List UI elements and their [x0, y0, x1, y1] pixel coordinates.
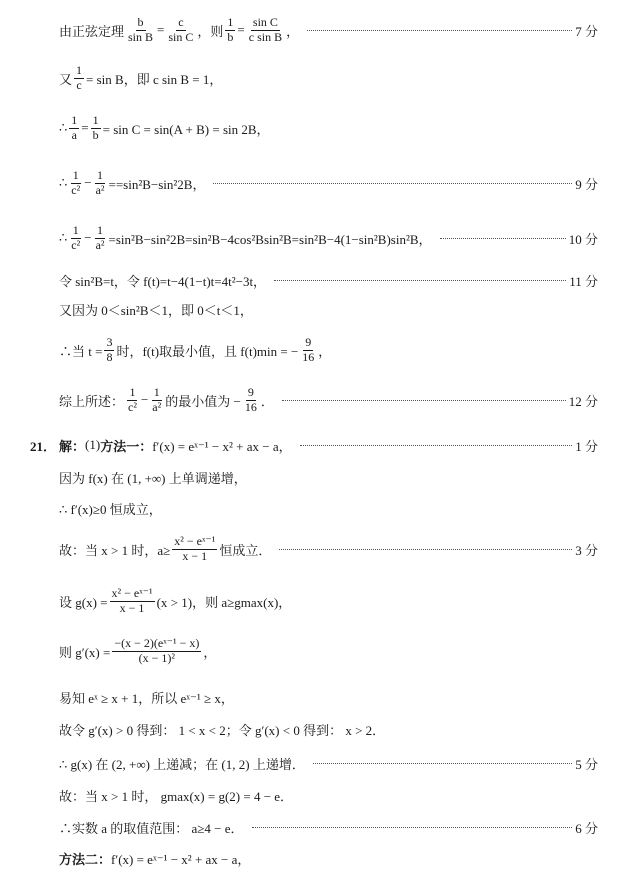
line-prefix: 综上所述：	[59, 393, 125, 409]
solution-line	[0, 386, 627, 414]
line-content	[59, 754, 305, 773]
solution-line	[0, 431, 627, 459]
line-text: 故令 g′(x) > 0 得到： 1 < x < 2；令 g′(x) < 0 得到： x > 2．	[59, 722, 386, 738]
solution-line	[0, 266, 627, 294]
leader-dots	[213, 183, 572, 184]
operator-text: −	[84, 230, 92, 245]
fraction-1-denominator: x − 1	[182, 548, 208, 563]
fraction-2-numerator: 9	[305, 334, 312, 349]
line-content	[59, 535, 271, 564]
line-content	[59, 818, 244, 837]
fraction-3	[243, 386, 259, 415]
solution-line	[0, 781, 627, 809]
solution-line	[0, 637, 627, 665]
fraction-2	[300, 336, 316, 365]
line-content	[59, 468, 247, 487]
fraction-2-numerator: c	[178, 14, 184, 29]
fraction-1-numerator: 1	[129, 384, 136, 399]
score-mark: 5 分	[575, 756, 598, 772]
line-content	[59, 271, 266, 290]
line-text: 令 sin²B=t，令 f(t)=t−4(1−t)t=4t²−3t，	[59, 273, 267, 289]
line-prefix: 由正弦定理	[59, 23, 125, 39]
line-prefix: 故：当 x > 1 时，a≥	[59, 542, 171, 558]
line-content	[59, 169, 205, 198]
fraction-1-numerator: 3	[106, 334, 113, 349]
fraction-1-denominator: c	[76, 77, 82, 92]
fraction-2-numerator: 1	[97, 222, 104, 237]
fraction-1	[110, 587, 155, 616]
fraction-2	[94, 169, 107, 198]
leader-dots	[252, 827, 572, 828]
line-content	[59, 336, 331, 365]
fraction-4-numerator: sin C	[252, 14, 278, 29]
solution-line	[0, 715, 627, 743]
leader-dots	[313, 763, 572, 764]
method-label: 方法一：	[100, 438, 153, 454]
fraction-1-numerator: 1	[76, 62, 83, 77]
operator-text: =	[157, 22, 165, 37]
fraction-1-numerator: −(x − 2)(eˣ⁻¹ − x)	[114, 635, 200, 650]
solution-line	[0, 749, 627, 777]
line-suffix: ．	[260, 393, 274, 409]
line-content	[59, 688, 234, 707]
solution-line	[0, 16, 627, 44]
fraction-3-denominator: 16	[244, 399, 257, 414]
line-suffix: ，	[286, 23, 300, 39]
line-content	[59, 587, 291, 616]
leader-dots	[274, 280, 566, 281]
line-content	[59, 637, 216, 666]
leader-dots	[282, 400, 566, 401]
fraction-2-denominator: a²	[152, 399, 162, 414]
fraction-2-numerator: 1	[153, 384, 160, 399]
fraction-3-numerator: 9	[247, 384, 254, 399]
line-prefix: 又	[59, 71, 73, 87]
line-content	[59, 114, 270, 143]
operator-text: =	[237, 22, 245, 37]
fraction-1-denominator: sin B	[128, 29, 154, 44]
solution-line	[0, 813, 627, 841]
line-text: 又因为 0＜sin²B＜1，即 0＜t＜1，	[59, 302, 253, 318]
solution-line	[0, 535, 627, 563]
fraction-1	[126, 16, 155, 45]
line-content	[59, 849, 250, 868]
line-prefix: 设 g(x) =	[59, 594, 108, 610]
solution-line	[0, 169, 627, 197]
fraction-1-numerator: 1	[72, 167, 79, 182]
fraction-1-denominator: c²	[71, 182, 81, 197]
operator-text: −	[84, 175, 92, 190]
line-content	[59, 300, 253, 319]
solution-line	[0, 114, 627, 142]
fraction-3	[225, 16, 235, 45]
operator-text: 时，f(t)取最小值，且 f(t)min = −	[116, 343, 299, 359]
fraction-2-denominator: a²	[95, 237, 105, 252]
line-prefix: ∴	[59, 175, 68, 190]
line-text: ∴实数 a 的取值范围： a≥4 − e．	[59, 820, 244, 836]
line-suffix: ==sin²B−sin²2B，	[108, 176, 206, 192]
line-content	[59, 720, 385, 739]
fraction-4	[247, 16, 284, 45]
line-suffix: f′(x) = eˣ⁻¹ − x² + ax − a，	[152, 438, 292, 454]
solution-line	[0, 844, 627, 872]
solution-line	[0, 64, 627, 92]
fraction-2-denominator: a²	[95, 182, 105, 197]
score-mark: 9 分	[575, 176, 598, 192]
line-prefix: ∴	[59, 120, 68, 135]
solution-line	[0, 295, 627, 323]
solution-line	[0, 224, 627, 252]
line-content	[59, 499, 162, 518]
fraction-2	[166, 16, 195, 45]
line-text: 故：当 x > 1 时， gmax(x) = g(2) = 4 − e．	[59, 788, 294, 804]
line-suffix: =sin²B−sin²2B=sin²B−4cos²Bsin²B=sin²B−4(1−sin²B)sin²B，	[108, 231, 432, 247]
label-bold: 解：	[59, 438, 86, 454]
solution-line	[0, 494, 627, 522]
fraction-2-numerator: 1	[97, 167, 104, 182]
label-bold: 方法二：	[59, 851, 112, 867]
fraction-4-denominator: c sin B	[248, 29, 283, 44]
line-text: ∴ g(x) 在 (2, +∞) 上递减；在 (1, 2) 上递增．	[59, 756, 305, 772]
solution-line	[0, 463, 627, 491]
solution-line	[0, 587, 627, 615]
line-text: 因为 f(x) 在 (1, +∞) 上单调递增，	[59, 470, 247, 486]
fraction-1	[172, 535, 217, 564]
question-number: 21．	[30, 438, 57, 454]
fraction-2	[94, 224, 107, 253]
score-mark: 11 分	[569, 273, 598, 289]
line-prefix: 则 g′(x) =	[59, 644, 111, 660]
solution-line	[0, 336, 627, 364]
fraction-1	[104, 336, 114, 365]
line-suffix: = sin B，即 c sin B = 1，	[86, 71, 223, 87]
line-content	[59, 786, 293, 805]
score-mark: 7 分	[575, 23, 598, 39]
line-text: 易知 eˣ ≥ x + 1，所以 eˣ⁻¹ ≥ x，	[59, 690, 234, 706]
line-suffix: f′(x) = eˣ⁻¹ − x² + ax − a，	[111, 851, 251, 867]
line-content	[59, 436, 292, 455]
leader-dots	[307, 30, 572, 31]
fraction-1-denominator: a	[71, 127, 77, 142]
line-content	[59, 386, 274, 415]
fraction-3-numerator: 1	[227, 14, 234, 29]
fraction-1-numerator: 1	[71, 112, 78, 127]
leader-dots	[300, 445, 572, 446]
fraction-1-denominator: c²	[71, 237, 81, 252]
leader-dots	[440, 238, 566, 239]
fraction-1	[74, 64, 84, 93]
fraction-1-numerator: x² − eˣ⁻¹	[174, 533, 216, 548]
score-mark: 3 分	[575, 542, 598, 558]
operator-text: =	[81, 120, 89, 135]
score-mark: 6 分	[575, 820, 598, 836]
fraction-1	[112, 637, 201, 666]
line-text: ∴ f′(x)≥0 恒成立，	[59, 501, 162, 517]
fraction-1	[126, 386, 139, 415]
line-content	[59, 224, 432, 253]
line-suffix: ，	[203, 644, 217, 660]
operator-text: −	[140, 392, 149, 407]
fraction-2-denominator: sin C	[168, 29, 194, 44]
fraction-1	[69, 224, 82, 253]
score-mark: 1 分	[575, 438, 598, 454]
line-prefix: ∴当 t =	[59, 343, 103, 359]
line-prefix: ∴	[59, 230, 68, 245]
fraction-1-numerator: x² − eˣ⁻¹	[111, 585, 153, 600]
score-mark: 10 分	[568, 231, 598, 247]
line-suffix: 恒成立．	[219, 542, 272, 558]
line-suffix: = sin C = sin(A + B) = sin 2B，	[102, 121, 270, 137]
line-suffix: (x > 1)，则 a≥gmax(x)，	[156, 594, 292, 610]
operator-text: 的最小值为 −	[165, 393, 241, 409]
fraction-2	[150, 386, 163, 415]
score-mark: 12 分	[568, 393, 598, 409]
fraction-2-denominator: b	[92, 127, 99, 142]
fraction-1	[69, 114, 79, 143]
fraction-1-denominator: 8	[106, 349, 113, 364]
fraction-3-denominator: b	[227, 29, 234, 44]
leader-dots	[279, 549, 572, 550]
fraction-2	[91, 114, 101, 143]
fraction-2-numerator: 1	[92, 112, 99, 127]
line-text: (1)	[85, 437, 101, 452]
fraction-1	[69, 169, 82, 198]
fraction-1-numerator: 1	[72, 222, 79, 237]
fraction-2-denominator: 16	[302, 349, 315, 364]
fraction-1-denominator: (x − 1)²	[138, 650, 176, 665]
fraction-1-denominator: c²	[128, 399, 137, 414]
solution-line	[0, 683, 627, 711]
line-suffix: ，	[318, 343, 332, 359]
fraction-1-denominator: x − 1	[119, 600, 145, 615]
fraction-1-numerator: b	[137, 14, 144, 29]
line-content	[59, 16, 299, 45]
line-content	[59, 64, 222, 93]
operator-text: ，则	[197, 23, 224, 39]
